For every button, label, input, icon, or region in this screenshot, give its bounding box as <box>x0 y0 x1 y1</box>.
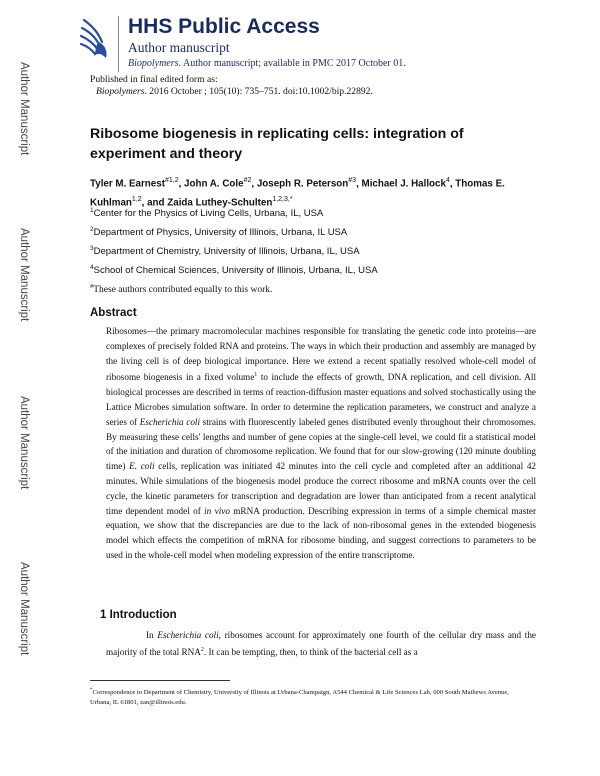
intro-body <box>106 628 536 660</box>
affiliation <box>90 207 323 219</box>
abstract-text: Ribosomes—the primary macromolecular machines responsible for translating the genetic code into proteins—are complexes of precisely folded RNA and proteins. The ways in which their production and assembly are managed by the living cell is of deep biological importance. Here we extend a recent spatially resolved whole-cell model of ribosome biogenesis in a fixed volume <box>106 326 536 383</box>
author-list: Tyler M. Earnest$^{\#1,2}$, John A. Cole$^{\#2}$, Joseph R. Peterson$^{\#3}$, Michael J. Hallock$^4$, Thomas E. Kuhlman$^{1,2}$, and Zaida Luthey-Schulten$^{1,2,3,*}$ <box>90 177 505 209</box>
species-name: Escherichia coli <box>139 416 201 427</box>
sidebar-label: Author Manuscript <box>18 562 30 656</box>
affiliation-text: Department of Chemistry, University of Illinois, Urbana, IL, USA <box>93 246 360 258</box>
abstract-body <box>106 324 536 563</box>
author-affiliation-mark: 1,2,3,* <box>272 196 293 204</box>
intro-text: . It can be tempting, then, to think of the bacterial cell as a <box>203 647 418 658</box>
intro-text: In <box>146 630 158 640</box>
publication-journal: Biopolymers <box>96 86 145 97</box>
affiliation-mark: 4 <box>90 264 94 271</box>
affiliation-text: Center for the Physics of Living Cells, Urbana, IL, USA <box>93 208 324 220</box>
abstract-text: strains with fluorescently labeled genes distributed evenly throughout their chromosomes. By measuring these cells' lengths and number of gene copies at the single-cell level, we could fit a statistical model of the initiation and duration of chromosome replication. We found that for our slow-growing (120 minute doubling time) <box>106 416 536 472</box>
author-name: Thomas E. Kuhlman <box>90 178 505 209</box>
affiliation-mark: 1 <box>90 207 94 214</box>
publication-info <box>90 74 373 98</box>
header-subtitle: Author manuscript <box>128 40 230 55</box>
footnote-mark: * <box>90 688 93 693</box>
note-mark: # <box>90 283 94 290</box>
author-affiliation-mark: #2 <box>243 177 252 184</box>
affiliation-text: School of Chemical Sciences, University of Illinois, Urbana, IL, USA <box>93 265 378 277</box>
affiliation <box>90 245 360 257</box>
author-name: Tyler M. Earnest <box>90 178 165 190</box>
abstract-text: cells, replication was initiated 42 minutes into the cell cycle and completed after an additional 42 minutes. While simulations of the biogenesis model produce the correct ribosome and mRNA counts over the cell cycle, the kinetic parameters for transcription and degradation are lower than anticipated from a recent analytical time dependent model of <box>106 461 537 516</box>
publication-citation-line <box>90 86 373 98</box>
author-joiner: , and <box>141 197 165 209</box>
header-journal: Biopolymers <box>128 58 179 69</box>
paper-title: Ribosome biogenesis in replicating cells: integration of experiment and theory <box>90 126 464 162</box>
hhs-eagle-logo-icon <box>78 12 112 62</box>
in-vivo-term: in vivo <box>204 505 230 516</box>
author-name: Michael J. Hallock <box>361 178 446 190</box>
page-header <box>78 10 578 70</box>
abstract-text: mRNA production. Describing expression in terms of a simple chemical master equation, we show that the discrepancies are due to the lack of non-ribosomal genes in the extended biogenesis model which effects the competition of mRNA for ribosome binding, and suggest corrections to parameters to be used in the whole-cell model when modeling expression of the entire transcriptome. <box>106 505 537 561</box>
affiliation <box>90 226 347 238</box>
intro-text: , ribosomes account for approximately one fourth of the cellular dry mass and the majority of the total RNA <box>106 630 536 658</box>
equal-contribution-note <box>90 283 272 295</box>
affiliation <box>90 264 378 276</box>
header-availability <box>128 58 406 69</box>
author-affiliation-mark: #1,2 <box>164 177 179 184</box>
publication-line: Published in final edited form as: <box>90 74 218 85</box>
publication-citation: . 2016 October ; 105(10): 735–751. doi:10.1002/bip.22892. <box>144 86 373 97</box>
affiliation-mark: 2 <box>90 226 94 233</box>
footnote-text: Correspondence to Department of Chemistry, University of Illinois at Urbana-Champaign, A544 Chemical & Life Sciences Lab, 600 South Mathews Avenue, Urbana, IL 61801, zan@illinois.edu. <box>90 689 509 707</box>
author-name: Joseph R. Peterson <box>256 178 349 190</box>
author-affiliation-mark: #3 <box>348 177 357 184</box>
footnote-rule <box>90 680 230 681</box>
sidebar-label: Author Manuscript <box>18 396 30 490</box>
header-divider <box>118 16 119 72</box>
header-title: HHS Public Access <box>128 15 320 38</box>
author-affiliation-mark: 4 <box>445 177 450 184</box>
affiliation-mark: 3 <box>90 245 94 252</box>
sidebar-label: Author Manuscript <box>18 62 30 156</box>
abstract-text: to include the effects of growth, DNA replication, and cell division. All biological processes are described in terms of reaction-diffusion master equations and solved stochastically using the Lattice Microbes simulation software. In order to determine the replication parameters, we construct and analyze a series of <box>106 372 536 427</box>
author-affiliation-mark: 1,2 <box>131 196 142 204</box>
abstract-heading: Abstract <box>90 307 137 319</box>
citation-ref: 2 <box>200 647 204 653</box>
sidebar-label: Author Manuscript <box>18 228 30 322</box>
author-name: Zaida Luthey-Schulten <box>167 197 273 209</box>
header-availability-text: . Author manuscript; available in PMC 2017 October 01. <box>178 58 406 69</box>
intro-heading: 1 Introduction <box>100 609 177 621</box>
species-name: E. coli <box>129 461 155 472</box>
citation-ref: 1 <box>254 372 258 379</box>
note-text: These authors contributed equally to this work. <box>93 285 273 296</box>
left-margin-sidebar <box>0 0 40 776</box>
affiliation-text: Department of Physics, University of Illinois, Urbana, IL USA <box>93 227 348 239</box>
author-name: John A. Cole <box>184 178 244 190</box>
correspondence-footnote <box>90 686 530 708</box>
species-name: Escherichia coli <box>157 630 219 640</box>
